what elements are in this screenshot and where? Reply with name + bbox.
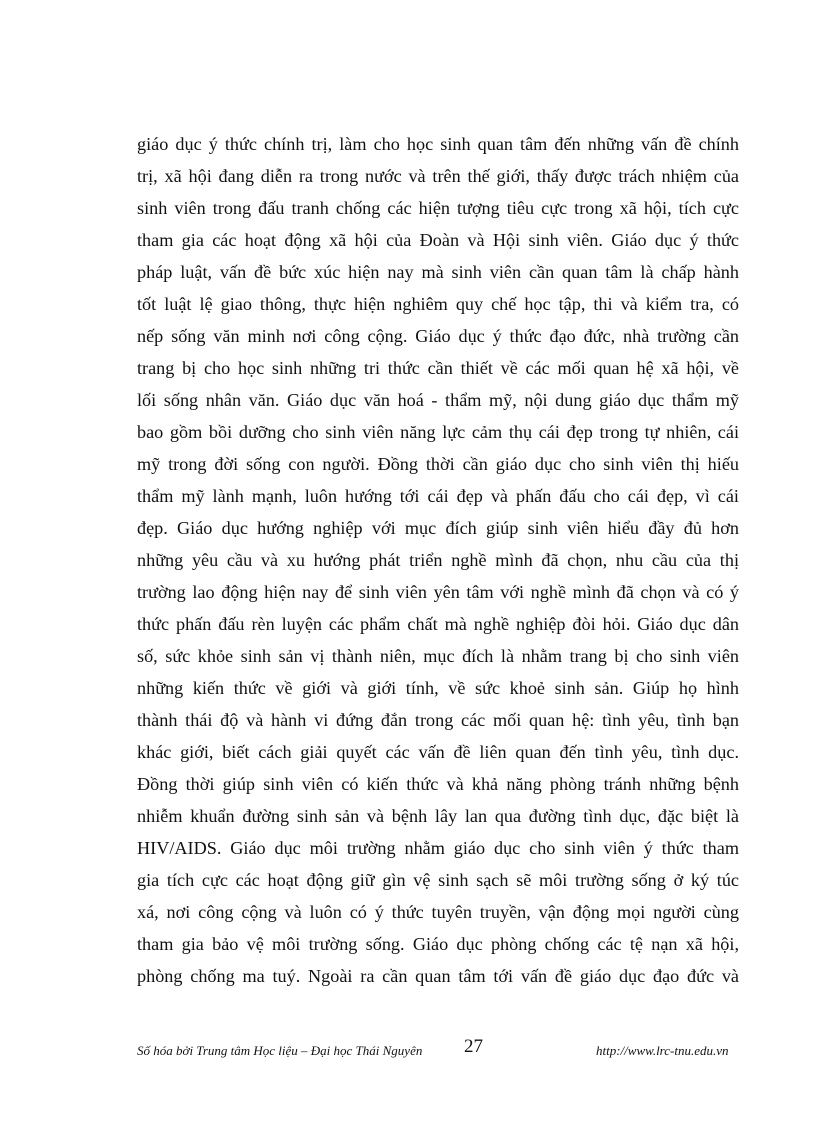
text-line: trang bị cho học sinh những tri thức cần thiết về các mối quan hệ xã hội, về xyxy=(137,358,739,378)
text-line: mỹ trong đời sống con người. Đồng thời cần giáo dục cho sinh viên thị hiếu xyxy=(137,454,739,474)
page-number: 27 xyxy=(464,1036,483,1057)
text-line: đẹp. Giáo dục hướng nghiệp với mục đích giúp sinh viên hiểu đầy đủ hơn xyxy=(137,518,739,538)
footer-url: http://www.lrc-tnu.edu.vn xyxy=(596,1043,729,1058)
text-line: những kiến thức về giới và giới tính, về sức khoẻ sinh sản. Giúp họ hình xyxy=(137,678,739,698)
text-line: nhiễm khuẩn đường sinh sản và bệnh lây lan qua đường tình dục, đặc biệt là xyxy=(137,806,739,826)
text-line: lối sống nhân văn. Giáo dục văn hoá - thẩm mỹ, nội dung giáo dục thẩm mỹ xyxy=(137,390,739,410)
text-line: tham gia các hoạt động xã hội của Đoàn và Hội sinh viên. Giáo dục ý thức xyxy=(137,230,739,250)
text-line: giáo dục ý thức chính trị, làm cho học sinh quan tâm đến những vấn đề chính xyxy=(137,134,739,154)
text-line: trường lao động hiện nay để sinh viên yên tâm với nghề mình đã chọn và có ý xyxy=(137,582,739,602)
text-line: HIV/AIDS. Giáo dục môi trường nhằm giáo dục cho sinh viên ý thức tham xyxy=(137,838,739,858)
footer-source: Số hóa bởi Trung tâm Học liệu – Đại học Thái Nguyên xyxy=(137,1043,423,1058)
text-line: bao gồm bồi dưỡng cho sinh viên năng lực cảm thụ cái đẹp trong tự nhiên, cái xyxy=(137,422,739,442)
text-line: thẩm mỹ lành mạnh, luôn hướng tới cái đẹp và phấn đấu cho cái đẹp, vì cái xyxy=(137,486,739,506)
text-line: phòng chống ma tuý. Ngoài ra cần quan tâm tới vấn đề giáo dục đạo đức và xyxy=(137,966,739,986)
body-text xyxy=(137,128,739,992)
text-line: tốt luật lệ giao thông, thực hiện nghiêm quy chế học tập, thi và kiểm tra, có xyxy=(137,294,739,314)
text-line: Đồng thời giúp sinh viên có kiến thức và khả năng phòng tránh những bệnh xyxy=(137,774,739,794)
text-line: pháp luật, vấn đề bức xúc hiện nay mà sinh viên cần quan tâm là chấp hành xyxy=(137,262,739,282)
text-line: trị, xã hội đang diễn ra trong nước và trên thế giới, thấy được trách nhiệm của xyxy=(137,166,739,186)
text-line: tham gia bảo vệ môi trường sống. Giáo dục phòng chống các tệ nạn xã hội, xyxy=(137,934,739,954)
text-line: xá, nơi công cộng và luôn có ý thức tuyên truyền, vận động mọi người cùng xyxy=(137,902,739,922)
text-line: sinh viên trong đấu tranh chống các hiện tượng tiêu cực trong xã hội, tích cực xyxy=(137,198,739,218)
text-line: gia tích cực các hoạt động giữ gìn vệ sinh sạch sẽ môi trường sống ở ký túc xyxy=(137,870,739,890)
text-line: khác giới, biết cách giải quyết các vấn đề liên quan đến tình yêu, tình dục. xyxy=(137,742,739,762)
text-line: nếp sống văn minh nơi công cộng. Giáo dục ý thức đạo đức, nhà trường cần xyxy=(137,326,739,346)
text-line: những yêu cầu và xu hướng phát triển nghề mình đã chọn, nhu cầu của thị xyxy=(137,550,739,570)
text-line: thức phấn đấu rèn luyện các phẩm chất mà nghề nghiệp đòi hỏi. Giáo dục dân xyxy=(137,614,739,634)
text-line: thành thái độ và hành vi đứng đắn trong các mối quan hệ: tình yêu, tình bạn xyxy=(137,710,739,730)
text-line: số, sức khỏe sinh sản vị thành niên, mục đích là nhằm trang bị cho sinh viên xyxy=(137,646,739,666)
